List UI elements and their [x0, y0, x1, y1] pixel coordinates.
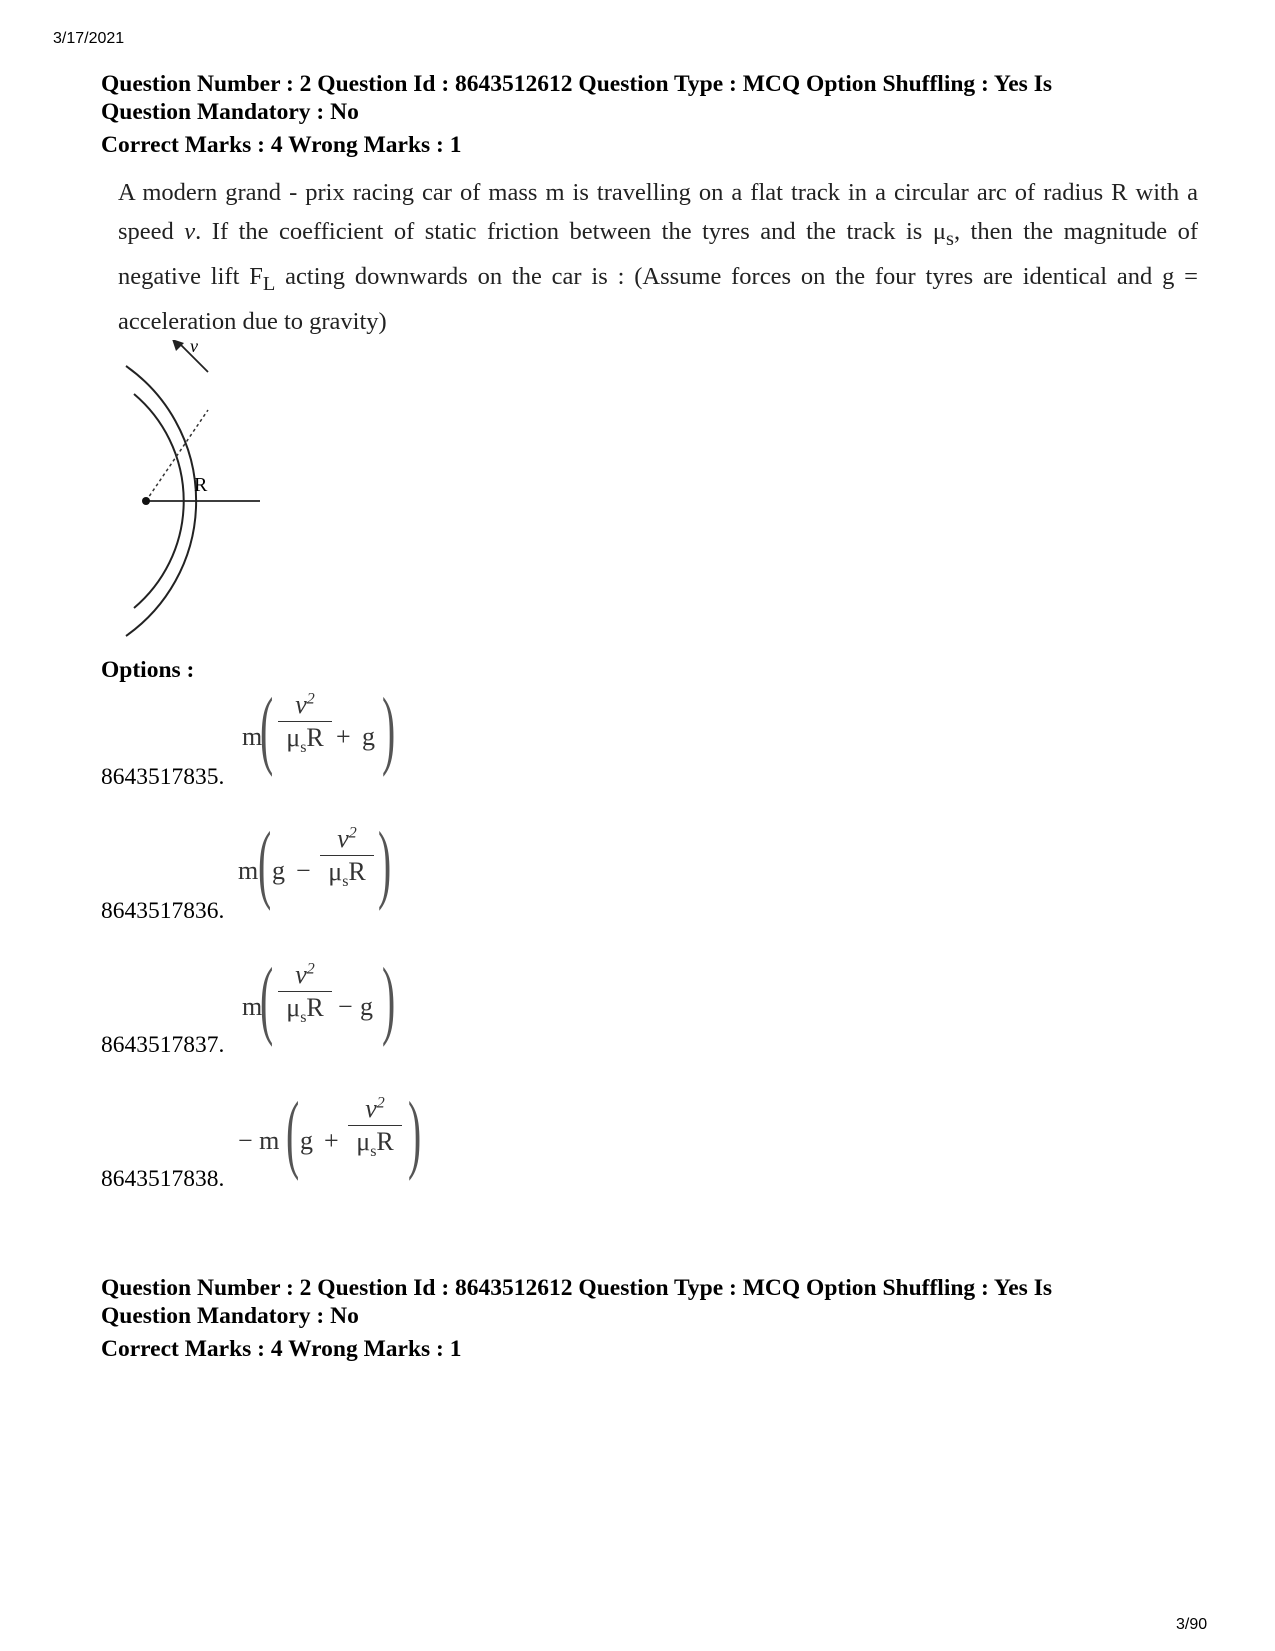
fraction: $v^2$ $\mu_sR$ [278, 960, 332, 1027]
option-3-formula: m ( $v^2$ $\mu_sR$ − g ) [242, 951, 396, 1048]
left-paren: ( [258, 815, 272, 912]
option-3-id: 8643517837. [101, 1032, 225, 1058]
page-number: 3/90 [1176, 1616, 1208, 1633]
right-paren: ) [382, 951, 396, 1048]
right-paren: ) [408, 1085, 422, 1182]
radius-label: R [194, 474, 208, 496]
fraction: $v^2$ $\mu_sR$ [348, 1094, 402, 1161]
center-point [142, 497, 150, 505]
options-label: Options : [101, 657, 195, 683]
velocity-label: v [190, 340, 198, 356]
circular-track-diagram [110, 340, 310, 640]
option-1-id: 8643517835. [101, 764, 225, 790]
option-1-formula: m ( $v^2$ $\mu_sR$ + g ) [242, 681, 396, 778]
left-paren: ( [260, 951, 274, 1048]
meta-line-1: Question Number : 2 Question Id : 8643512612 Question Type : MCQ Option Shuffling : Yes Is [101, 71, 1052, 97]
meta-line-3: Correct Marks : 4 Wrong Marks : 1 [101, 1336, 462, 1362]
question-meta-1 [101, 70, 1052, 159]
question-meta-2 [101, 1274, 1052, 1363]
print-date: 3/17/2021 [53, 30, 125, 47]
right-paren: ) [382, 681, 396, 778]
option-4-formula: − m ( g + $v^2$ $\mu_sR$ ) [238, 1085, 422, 1182]
question-text: A modern grand - prix racing car of mass m is travelling on a flat track in a circular arc of radius R with a speed v. If the coefficient of static friction between the tyres and the track is $\mu_s$, then the magnitude of negative lift $F_L$ acting downwards on the car is : (Assume forces on the four tyres are identical and g = acceleration due to gravity) [118, 179, 1198, 336]
meta-line-3: Correct Marks : 4 Wrong Marks : 1 [101, 132, 462, 158]
left-paren: ( [286, 1085, 300, 1182]
option-2-id: 8643517836. [101, 898, 225, 924]
meta-line-2: Question Mandatory : No [101, 99, 359, 125]
option-2-formula: m ( g − $v^2$ $\mu_sR$ ) [238, 815, 392, 912]
option-4-id: 8643517838. [101, 1166, 225, 1192]
fraction: $v^2$ $\mu_sR$ [320, 824, 374, 891]
meta-line-1: Question Number : 2 Question Id : 8643512612 Question Type : MCQ Option Shuffling : Yes Is [101, 1275, 1052, 1301]
left-paren: ( [260, 681, 274, 778]
fraction: $v^2$ $\mu_sR$ [278, 690, 332, 757]
right-paren: ) [378, 815, 392, 912]
meta-line-2: Question Mandatory : No [101, 1303, 359, 1329]
